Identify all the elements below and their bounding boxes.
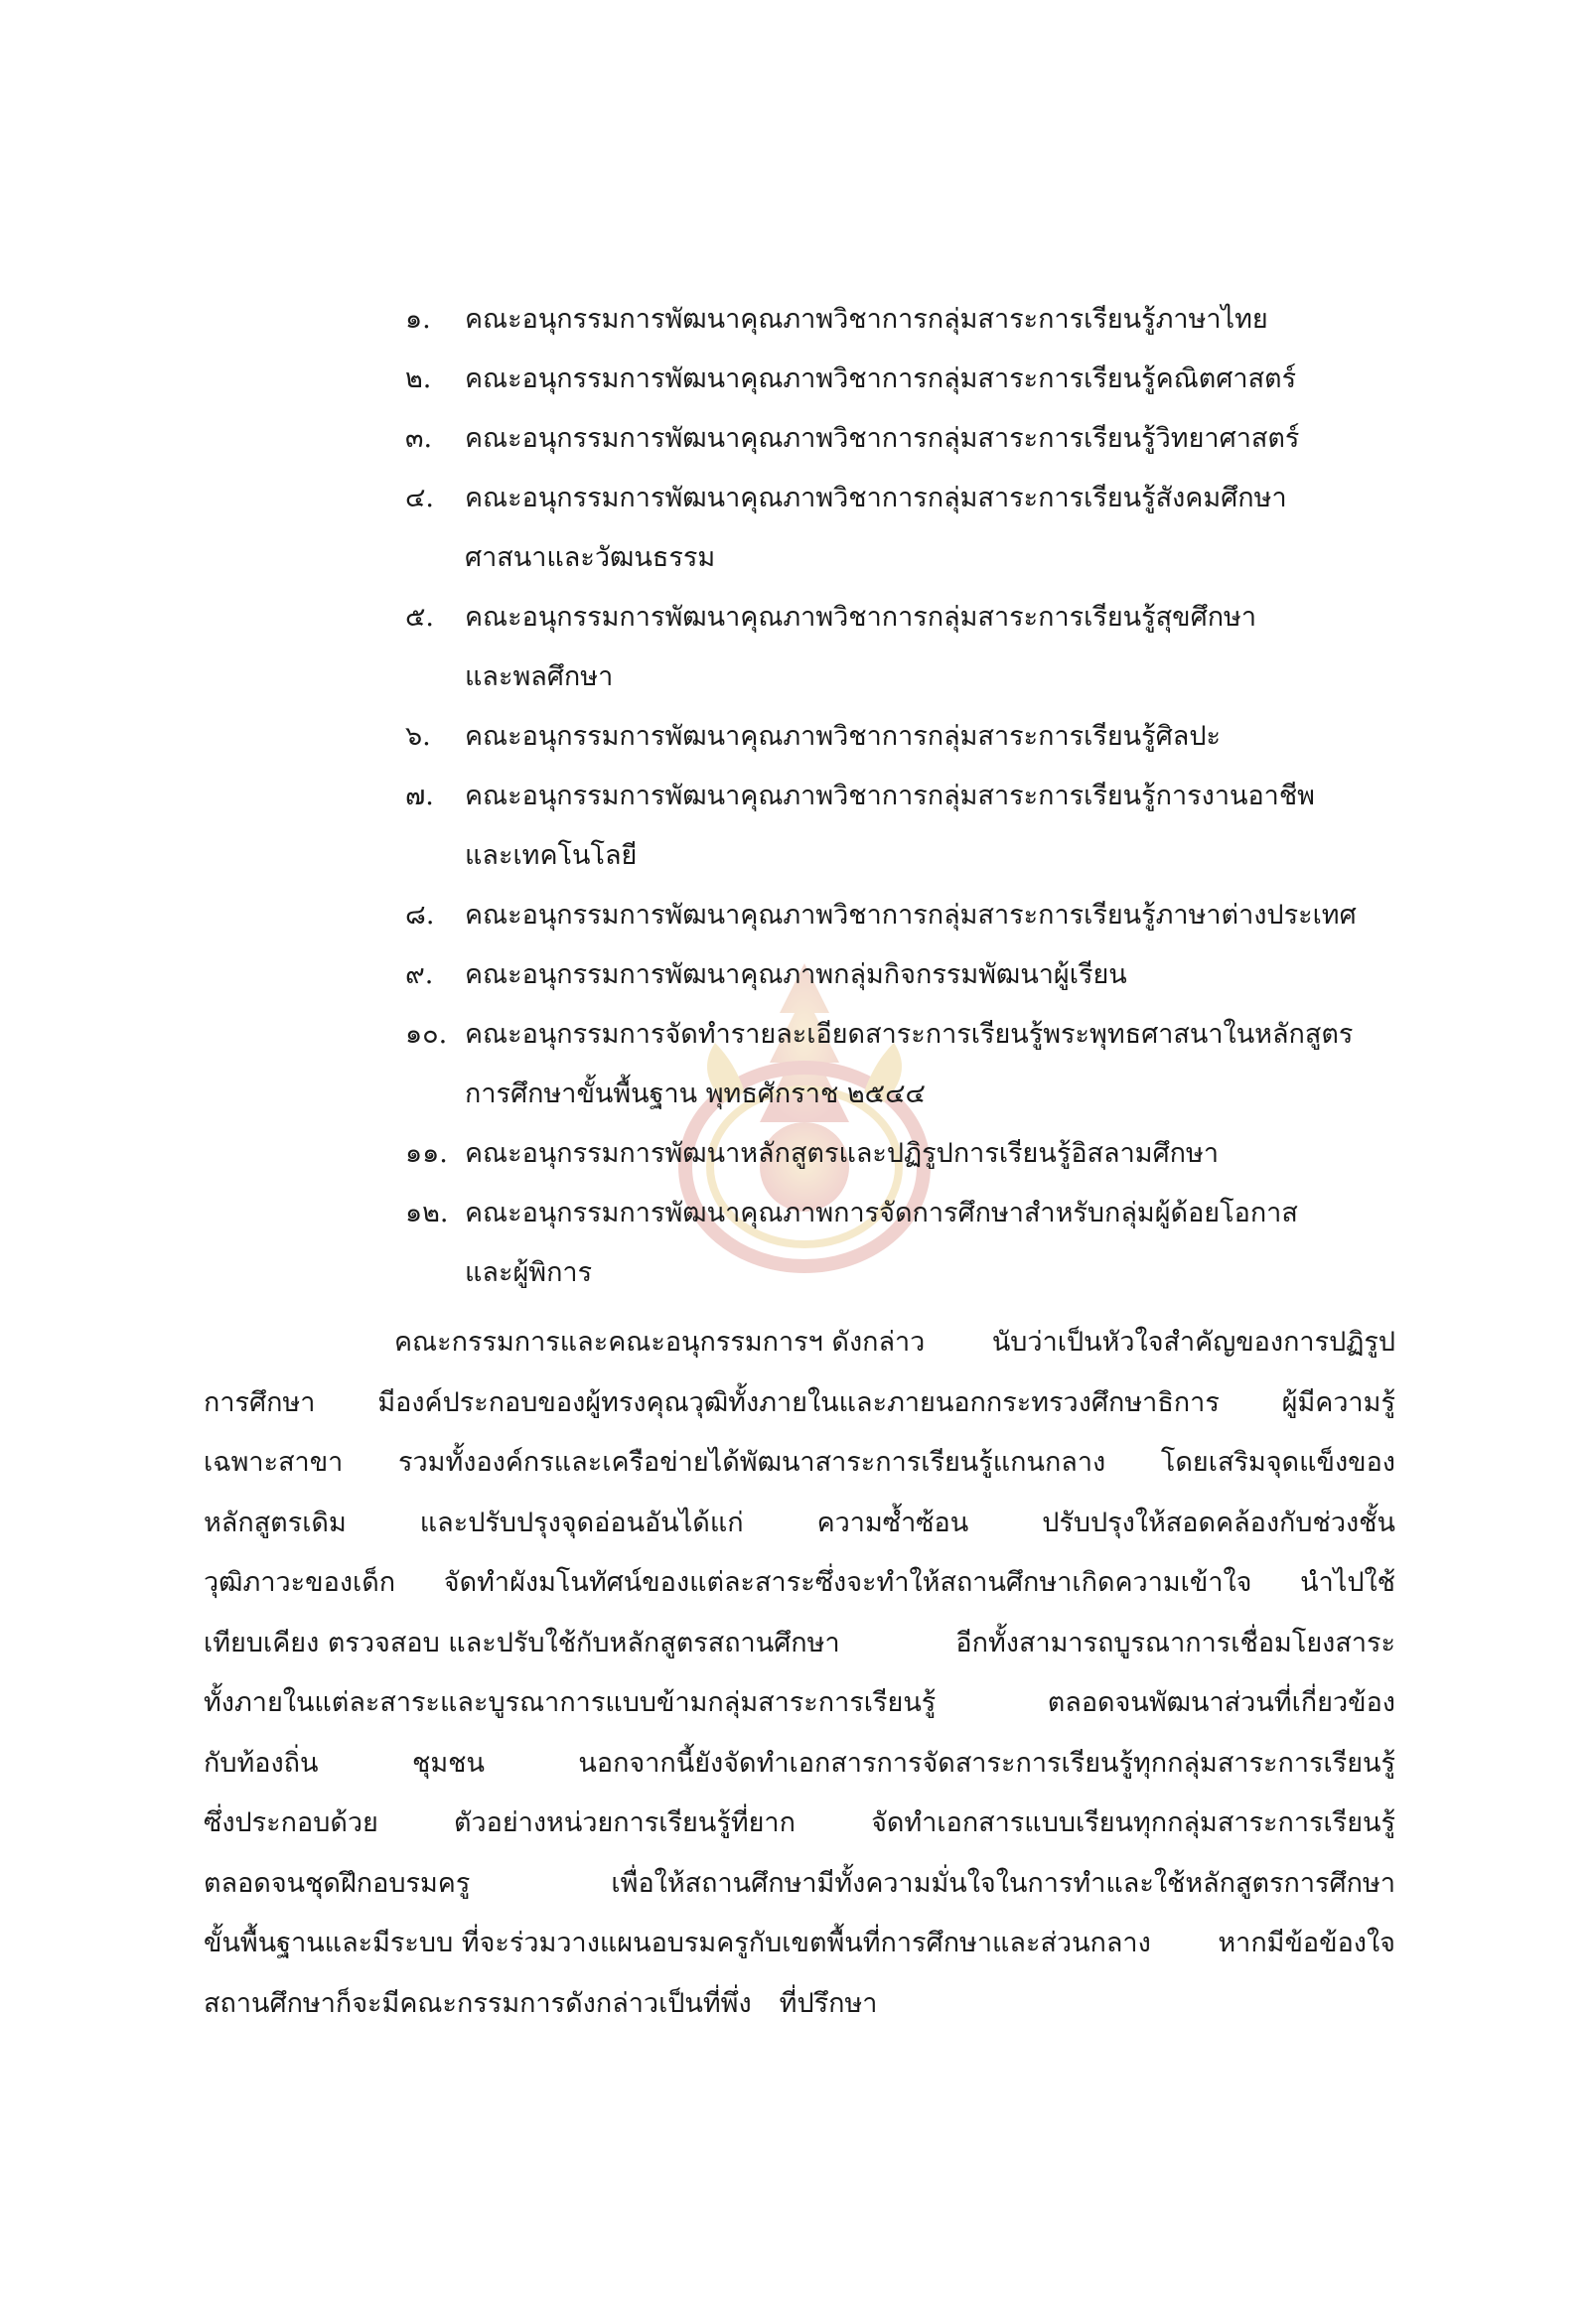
paragraph-line: เฉพาะสาขา รวมทั้งองค์กรและเครือข่ายได้พัฒนาสาระการเรียนรู้แกนกลาง โดยเสริมจุดแข็งของ [204, 1447, 1395, 1478]
list-item [405, 1005, 1418, 1124]
list-item-text: คณะอนุกรรมการพัฒนาคุณภาพวิชาการกลุ่มสาระการเรียนรู้ภาษาต่างประเทศ [465, 900, 1357, 931]
list-item-number: ๗. [405, 781, 434, 811]
list-item-number: ๑. [405, 304, 431, 335]
paragraph-line: ทั้งภายในแต่ละสาระและบูรณาการแบบข้ามกลุ่มสาระการเรียนรู้ ตลอดจนพัฒนาส่วนที่เกี่ยวข้อง [204, 1687, 1395, 1718]
list-item [405, 1184, 1418, 1303]
list-item [405, 707, 1418, 767]
list-item-number: ๖. [405, 721, 431, 752]
paragraph-line: สถานศึกษาก็จะมีคณะกรรมการดังกล่าวเป็นที่พึ่ง ที่ปรึกษา [204, 1987, 878, 2019]
list-item [405, 945, 1418, 1005]
list-item-number: ๑๒. [405, 1198, 449, 1228]
paragraph-line: การศึกษา มีองค์ประกอบของผู้ทรงคุณวุฒิทั้งภายในและภายนอกกระทรวงศึกษาธิการ ผู้มีความรู้ [204, 1386, 1395, 1418]
list-item-text: คณะอนุกรรมการพัฒนาคุณภาพวิชาการกลุ่มสาระการเรียนรู้คณิตศาสตร์ [465, 363, 1297, 394]
list-item-number: ๕. [405, 602, 435, 633]
list-item-text: คณะอนุกรรมการพัฒนาคุณภาพวิชาการกลุ่มสาระการเรียนรู้สังคมศึกษา ศาสนาและวัฒนธรรม [465, 483, 1287, 573]
paragraph-line: คณะกรรมการและคณะอนุกรรมการฯ ดังกล่าว นับว่าเป็นหัวใจสำคัญของการปฏิรูป [394, 1327, 1395, 1358]
list-item-number: ๑๐. [405, 1019, 448, 1050]
list-item-number: ๔. [405, 483, 435, 513]
list-item-number: ๑๑. [405, 1138, 448, 1169]
list-item-text: คณะอนุกรรมการพัฒนาคุณภาพวิชาการกลุ่มสาระการเรียนรู้วิทยาศาสตร์ [465, 423, 1300, 454]
paragraph-line: วุฒิภาวะของเด็ก จัดทำผังมโนทัศน์ของแต่ละสาระซึ่งจะทำให้สถานศึกษาเกิดความเข้าใจ นำไปใช้ [204, 1567, 1395, 1598]
list-item-number: ๙. [405, 959, 434, 990]
list-item-number: ๘. [405, 900, 435, 931]
list-item-text: คณะอนุกรรมการพัฒนาคุณภาพการจัดการศึกษาสำหรับกลุ่มผู้ด้อยโอกาส และผู้พิการ [465, 1198, 1298, 1288]
list-item-text: คณะอนุกรรมการพัฒนาคุณภาพวิชาการกลุ่มสาระการเรียนรู้ศิลปะ [465, 721, 1221, 752]
paragraph-line: เทียบเคียง ตรวจสอบ และปรับใช้กับหลักสูตรสถานศึกษา อีกทั้งสามารถบูรณาการเชื่อมโยงสาระ [204, 1627, 1395, 1658]
list-item-text: คณะอนุกรรมการพัฒนาคุณภาพวิชาการกลุ่มสาระการเรียนรู้ภาษาไทย [465, 304, 1268, 335]
list-item-number: ๒. [405, 363, 432, 394]
list-item-text: คณะอนุกรรมการพัฒนาคุณภาพกลุ่มกิจกรรมพัฒนาผู้เรียน [465, 959, 1127, 990]
list-item [405, 588, 1418, 707]
list-item-text: คณะอนุกรรมการจัดทำรายละเอียดสาระการเรียนรู้พระพุทธศาสนาในหลักสูตร การศึกษาขั้นพื้นฐาน พุทธศักราช ๒๕๔๔ [465, 1019, 1354, 1109]
body-paragraph [204, 1313, 1395, 2034]
list-item [405, 469, 1418, 588]
paragraph-line: ซึ่งประกอบด้วย ตัวอย่างหน่วยการเรียนรู้ที่ยาก จัดทำเอกสารแบบเรียนทุกกลุ่มสาระการเรียนรู้ [204, 1807, 1395, 1838]
paragraph-line: ตลอดจนชุดฝึกอบรมครู เพื่อให้สถานศึกษามีทั้งความมั่นใจในการทำและใช้หลักสูตรการศึกษา [204, 1867, 1395, 1899]
list-item [405, 290, 1418, 350]
list-item [405, 1124, 1418, 1184]
paragraph-line: หลักสูตรเดิม และปรับปรุงจุดอ่อนอันได้แก่ ความซ้ำซ้อน ปรับปรุงให้สอดคล้องกับช่วงชั้น [204, 1507, 1395, 1538]
committee-list [405, 290, 1418, 1303]
list-item-text: คณะอนุกรรมการพัฒนาหลักสูตรและปฏิรูปการเรียนรู้อิสลามศึกษา [465, 1138, 1219, 1169]
list-item [405, 409, 1418, 469]
list-item [405, 886, 1418, 945]
paragraph-line: กับท้องถิ่น ชุมชน นอกจากนี้ยังจัดทำเอกสารการจัดสาระการเรียนรู้ทุกกลุ่มสาระการเรียนรู้ [204, 1747, 1395, 1779]
list-item-text: คณะอนุกรรมการพัฒนาคุณภาพวิชาการกลุ่มสาระการเรียนรู้สุขศึกษา และพลศึกษา [465, 602, 1257, 692]
list-item [405, 767, 1418, 886]
list-item-number: ๓. [405, 423, 433, 454]
paragraph-line: ขั้นพื้นฐานและมีระบบ ที่จะร่วมวางแผนอบรมครูกับเขตพื้นที่การศึกษาและส่วนกลาง หากมีข้อข้องใจ [204, 1928, 1395, 1958]
list-item [405, 350, 1418, 409]
list-item-text: คณะอนุกรรมการพัฒนาคุณภาพวิชาการกลุ่มสาระการเรียนรู้การงานอาชีพ และเทคโนโลยี [465, 781, 1315, 871]
